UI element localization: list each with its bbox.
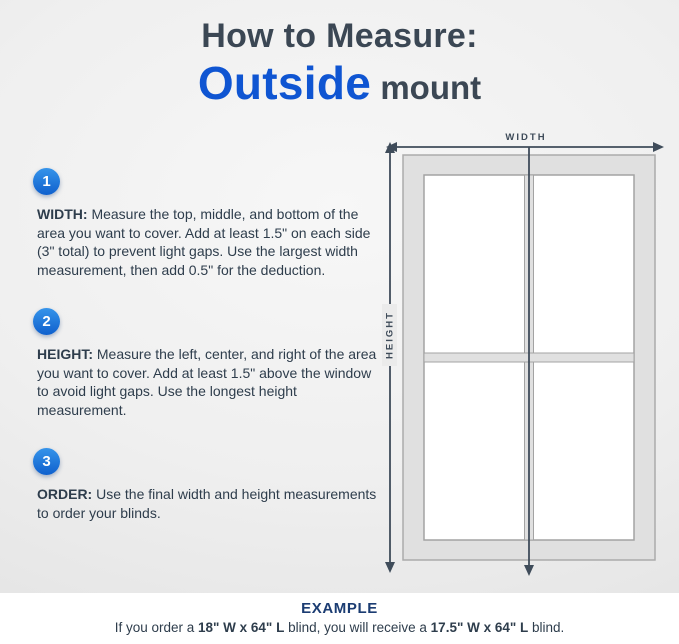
example-text <box>0 620 679 635</box>
height-label: HEIGHT <box>384 311 396 359</box>
page-title: How to Measure: <box>201 17 478 55</box>
mount-type-suffix: mount <box>371 69 482 107</box>
example-prefix: If you order a <box>114 620 198 635</box>
width-label: WIDTH <box>505 132 547 143</box>
step-3-body: Use the final width and height measurements to order your blinds. <box>37 486 377 521</box>
step-3-label: ORDER: <box>37 486 93 502</box>
mount-type-emphasis: Outside <box>197 57 372 110</box>
step-item-height <box>33 308 379 419</box>
step-2-number-badge: 2 <box>33 308 60 335</box>
step-item-width <box>33 168 379 279</box>
step-2-body: Measure the left, center, and right of the area you want to cover. Add at least 1.5" above the window to avoid light gaps. Use the longest height measurement. <box>37 346 377 418</box>
step-2-text <box>37 345 379 419</box>
example-section <box>0 593 679 644</box>
page-subtitle <box>0 57 679 110</box>
example-suffix: blind. <box>528 620 565 635</box>
example-heading: EXAMPLE <box>301 600 378 617</box>
step-3-text <box>37 485 379 522</box>
step-item-order <box>33 448 379 522</box>
example-middle: blind, you will receive a <box>284 620 431 635</box>
step-2-label: HEIGHT: <box>37 346 93 362</box>
step-1-text <box>37 205 379 279</box>
example-receive-size: 17.5" W x 64" L <box>430 620 529 635</box>
header <box>0 18 679 110</box>
width-dimension-arrow <box>386 142 664 152</box>
step-3-number-badge: 3 <box>33 448 60 475</box>
window-measure-diagram <box>374 130 670 590</box>
example-order-size: 18" W x 64" L <box>198 620 285 635</box>
step-1-body: Measure the top, middle, and bottom of the area you want to cover. Add at least 1.5" on each side (3" total) to prevent light gaps. Use the largest width measurement, then add 0.5" for the deduction. <box>37 206 371 278</box>
step-1-label: WIDTH: <box>37 206 88 222</box>
step-1-number-badge: 1 <box>33 168 60 195</box>
